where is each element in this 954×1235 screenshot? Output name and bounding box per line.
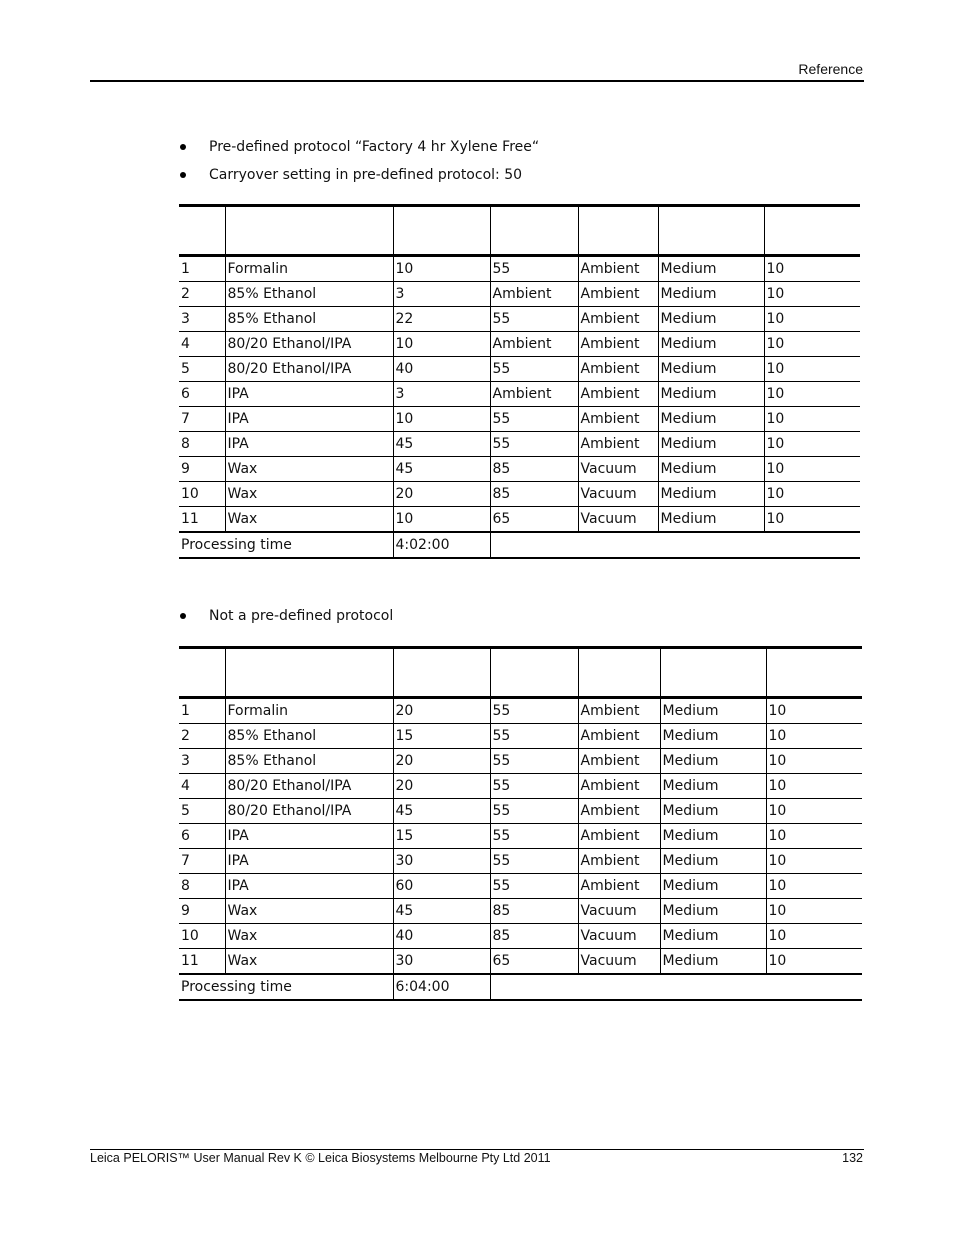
table-cell: 4	[179, 332, 225, 357]
table-cell: 7	[179, 407, 225, 432]
table-cell: 30	[393, 949, 490, 975]
table-cell: 8	[179, 874, 225, 899]
table-cell: 20	[393, 698, 490, 724]
table-cell: Medium	[660, 849, 766, 874]
table-cell: Formalin	[225, 698, 393, 724]
table-cell: 55	[490, 698, 578, 724]
table-cell: Vacuum	[578, 924, 660, 949]
table-row	[179, 698, 862, 724]
processing-time-label: Processing time	[179, 532, 393, 558]
table-cell: 55	[490, 799, 578, 824]
table-cell: 20	[393, 749, 490, 774]
table-cell: 60	[393, 874, 490, 899]
table-cell: 6	[179, 824, 225, 849]
table-cell: 4	[179, 774, 225, 799]
table-cell: Ambient	[578, 849, 660, 874]
bullet-text: Pre-defined protocol “Factory 4 hr Xylene Free“	[209, 139, 540, 155]
table-cell: 80/20 Ethanol/IPA	[225, 774, 393, 799]
table-cell: 20	[393, 482, 490, 507]
table-cell: 55	[490, 849, 578, 874]
table-cell: 10	[764, 457, 860, 482]
table-cell: 15	[393, 824, 490, 849]
table-cell: Medium	[658, 332, 764, 357]
table-cell: Ambient	[578, 382, 658, 407]
bullet-text: Carryover setting in pre-defined protocol: 50	[209, 167, 523, 183]
table-cell: Vacuum	[578, 457, 658, 482]
table-cell: 10	[764, 357, 860, 382]
table-cell: 45	[393, 799, 490, 824]
table-cell: 45	[393, 457, 490, 482]
table-cell: 55	[490, 256, 578, 282]
table-cell: 80/20 Ethanol/IPA	[225, 799, 393, 824]
table-cell: Medium	[658, 282, 764, 307]
table-cell: 10	[766, 724, 862, 749]
table-cell: Medium	[658, 407, 764, 432]
table-cell: 10	[764, 507, 860, 533]
table-cell: Medium	[658, 432, 764, 457]
table-row	[179, 282, 860, 307]
table-cell: Ambient	[578, 799, 660, 824]
empty-cell	[490, 974, 862, 1000]
table-cell: Ambient	[578, 332, 658, 357]
table-cell: 7	[179, 849, 225, 874]
table-cell: Vacuum	[578, 899, 660, 924]
table-cell: Vacuum	[578, 949, 660, 975]
table-cell: Ambient	[578, 749, 660, 774]
table-cell: 85	[490, 924, 578, 949]
table-cell: Ambient	[578, 774, 660, 799]
table-row	[179, 457, 860, 482]
table-cell: 10	[766, 824, 862, 849]
bullet-list-1	[178, 133, 539, 189]
table-cell: Ambient	[578, 724, 660, 749]
table-row	[179, 749, 862, 774]
table-row	[179, 874, 862, 899]
table-cell: IPA	[225, 407, 393, 432]
table-cell: Vacuum	[578, 507, 658, 533]
table-cell: 45	[393, 432, 490, 457]
table-row	[179, 382, 860, 407]
table-cell: 5	[179, 357, 225, 382]
empty-cell	[490, 532, 860, 558]
table-row	[179, 507, 860, 533]
table-cell: Ambient	[578, 357, 658, 382]
bullet-icon	[180, 144, 186, 150]
table-header-row	[179, 206, 860, 256]
bullet-item	[178, 161, 539, 189]
table-cell: IPA	[225, 432, 393, 457]
table-cell: 55	[490, 824, 578, 849]
header-divider	[90, 80, 864, 82]
table-row	[179, 357, 860, 382]
table-cell: 40	[393, 357, 490, 382]
table-cell: 10	[766, 949, 862, 975]
table-cell: 65	[490, 949, 578, 975]
table-row	[179, 256, 860, 282]
table-cell: 55	[490, 749, 578, 774]
table-cell: Medium	[658, 507, 764, 533]
table-cell: Wax	[225, 924, 393, 949]
table-cell: 80/20 Ethanol/IPA	[225, 357, 393, 382]
table-cell: 10	[764, 332, 860, 357]
table-cell: 85% Ethanol	[225, 749, 393, 774]
table-cell: Medium	[658, 482, 764, 507]
table-cell: 10	[766, 899, 862, 924]
table-cell: Medium	[660, 924, 766, 949]
table-cell: Ambient	[490, 382, 578, 407]
table-cell: 80/20 Ethanol/IPA	[225, 332, 393, 357]
bullet-icon	[180, 613, 186, 619]
table-cell: 5	[179, 799, 225, 824]
table-cell: IPA	[225, 824, 393, 849]
table-cell: Ambient	[578, 256, 658, 282]
table-cell: 6	[179, 382, 225, 407]
footer-copyright: Leica PELORIS™ User Manual Rev K © Leica Biosystems Melbourne Pty Ltd 2011	[90, 1151, 551, 1165]
table-cell: Ambient	[578, 407, 658, 432]
table-cell: Ambient	[578, 307, 658, 332]
table-cell: IPA	[225, 874, 393, 899]
table-cell: 85% Ethanol	[225, 307, 393, 332]
table-cell: 10	[766, 849, 862, 874]
table-cell: Medium	[658, 307, 764, 332]
table-cell: 9	[179, 457, 225, 482]
table-cell: Medium	[660, 874, 766, 899]
table-cell: Ambient	[490, 332, 578, 357]
table-cell: 1	[179, 698, 225, 724]
table-cell: 10	[766, 924, 862, 949]
table-cell: Ambient	[578, 282, 658, 307]
table-cell: Medium	[660, 824, 766, 849]
table-cell: 10	[766, 749, 862, 774]
table-cell: Medium	[658, 357, 764, 382]
table-cell: Medium	[658, 457, 764, 482]
table-cell: 10	[766, 799, 862, 824]
table-cell: 85	[490, 482, 578, 507]
table-row	[179, 824, 862, 849]
table-cell: 1	[179, 256, 225, 282]
processing-time-label: Processing time	[179, 974, 393, 1000]
table-cell: Medium	[660, 799, 766, 824]
processing-time-row	[179, 974, 862, 1000]
table-cell: 85	[490, 899, 578, 924]
table-cell: 10	[179, 482, 225, 507]
table-cell: 10	[766, 698, 862, 724]
table-cell: 15	[393, 724, 490, 749]
table-cell: 55	[490, 307, 578, 332]
table-cell: 9	[179, 899, 225, 924]
table-row	[179, 482, 860, 507]
table-cell: 85% Ethanol	[225, 282, 393, 307]
table-cell: Ambient	[578, 698, 660, 724]
table-cell: Wax	[225, 457, 393, 482]
table-cell: 10	[393, 256, 490, 282]
table-cell: 10	[764, 256, 860, 282]
table-cell: 2	[179, 724, 225, 749]
table-cell: 3	[179, 749, 225, 774]
table-cell: Ambient	[578, 874, 660, 899]
table-cell: Wax	[225, 507, 393, 533]
table-row	[179, 899, 862, 924]
table-row	[179, 774, 862, 799]
table-cell: 30	[393, 849, 490, 874]
table-header-row	[179, 648, 862, 698]
table-row	[179, 432, 860, 457]
processing-time-row	[179, 532, 860, 558]
table-cell: 11	[179, 507, 225, 533]
bullet-item	[178, 133, 539, 161]
protocol-table-2	[179, 646, 862, 1001]
table-cell: 55	[490, 874, 578, 899]
table-cell: 11	[179, 949, 225, 975]
table-cell: Medium	[660, 899, 766, 924]
footer-divider	[90, 1149, 864, 1150]
table-cell: Ambient	[578, 824, 660, 849]
table-cell: 3	[179, 307, 225, 332]
table-cell: Wax	[225, 949, 393, 975]
table-cell: 10	[764, 432, 860, 457]
table-cell: 55	[490, 774, 578, 799]
table-cell: Medium	[660, 724, 766, 749]
table-cell: 55	[490, 357, 578, 382]
table-row	[179, 849, 862, 874]
bullet-text: Not a pre-defined protocol	[209, 608, 394, 624]
table-cell: Formalin	[225, 256, 393, 282]
table-cell: 3	[393, 282, 490, 307]
table-cell: 10	[393, 332, 490, 357]
table-row	[179, 724, 862, 749]
table-cell: Medium	[660, 949, 766, 975]
table-cell: 3	[393, 382, 490, 407]
table-cell: 20	[393, 774, 490, 799]
page-number: 132	[842, 1151, 863, 1165]
table-row	[179, 924, 862, 949]
table-cell: 65	[490, 507, 578, 533]
table-cell: Medium	[660, 774, 766, 799]
table-cell: 10	[393, 407, 490, 432]
table-cell: IPA	[225, 849, 393, 874]
table-row	[179, 799, 862, 824]
bullet-icon	[180, 172, 186, 178]
table-row	[179, 332, 860, 357]
table-cell: 10	[179, 924, 225, 949]
table-cell: 55	[490, 724, 578, 749]
table-cell: Medium	[660, 698, 766, 724]
bullet-item	[178, 602, 393, 630]
table-cell: 10	[764, 382, 860, 407]
table-cell: 10	[393, 507, 490, 533]
table-cell: 55	[490, 432, 578, 457]
table-cell: 10	[764, 282, 860, 307]
table-cell: 8	[179, 432, 225, 457]
table-row	[179, 307, 860, 332]
table-cell: 45	[393, 899, 490, 924]
bullet-list-2	[178, 602, 393, 630]
table-cell: Medium	[658, 382, 764, 407]
table-cell: Medium	[660, 749, 766, 774]
table-cell: IPA	[225, 382, 393, 407]
table-cell: 22	[393, 307, 490, 332]
table-cell: Ambient	[578, 432, 658, 457]
table-cell: 10	[764, 407, 860, 432]
table-cell: Vacuum	[578, 482, 658, 507]
table-cell: 10	[766, 774, 862, 799]
table-cell: 10	[764, 482, 860, 507]
table-cell: 85% Ethanol	[225, 724, 393, 749]
processing-time-value: 4:02:00	[393, 532, 490, 558]
table-cell: Ambient	[490, 282, 578, 307]
table-cell: 85	[490, 457, 578, 482]
processing-time-value: 6:04:00	[393, 974, 490, 1000]
protocol-table-1	[179, 204, 860, 559]
table-cell: 2	[179, 282, 225, 307]
table-cell: 10	[764, 307, 860, 332]
table-cell: Wax	[225, 899, 393, 924]
table-cell: Wax	[225, 482, 393, 507]
table-cell: Medium	[658, 256, 764, 282]
table-row	[179, 407, 860, 432]
table-cell: 10	[766, 874, 862, 899]
table-cell: 40	[393, 924, 490, 949]
table-row	[179, 949, 862, 975]
header-section-label: Reference	[798, 61, 863, 77]
table-cell: 55	[490, 407, 578, 432]
